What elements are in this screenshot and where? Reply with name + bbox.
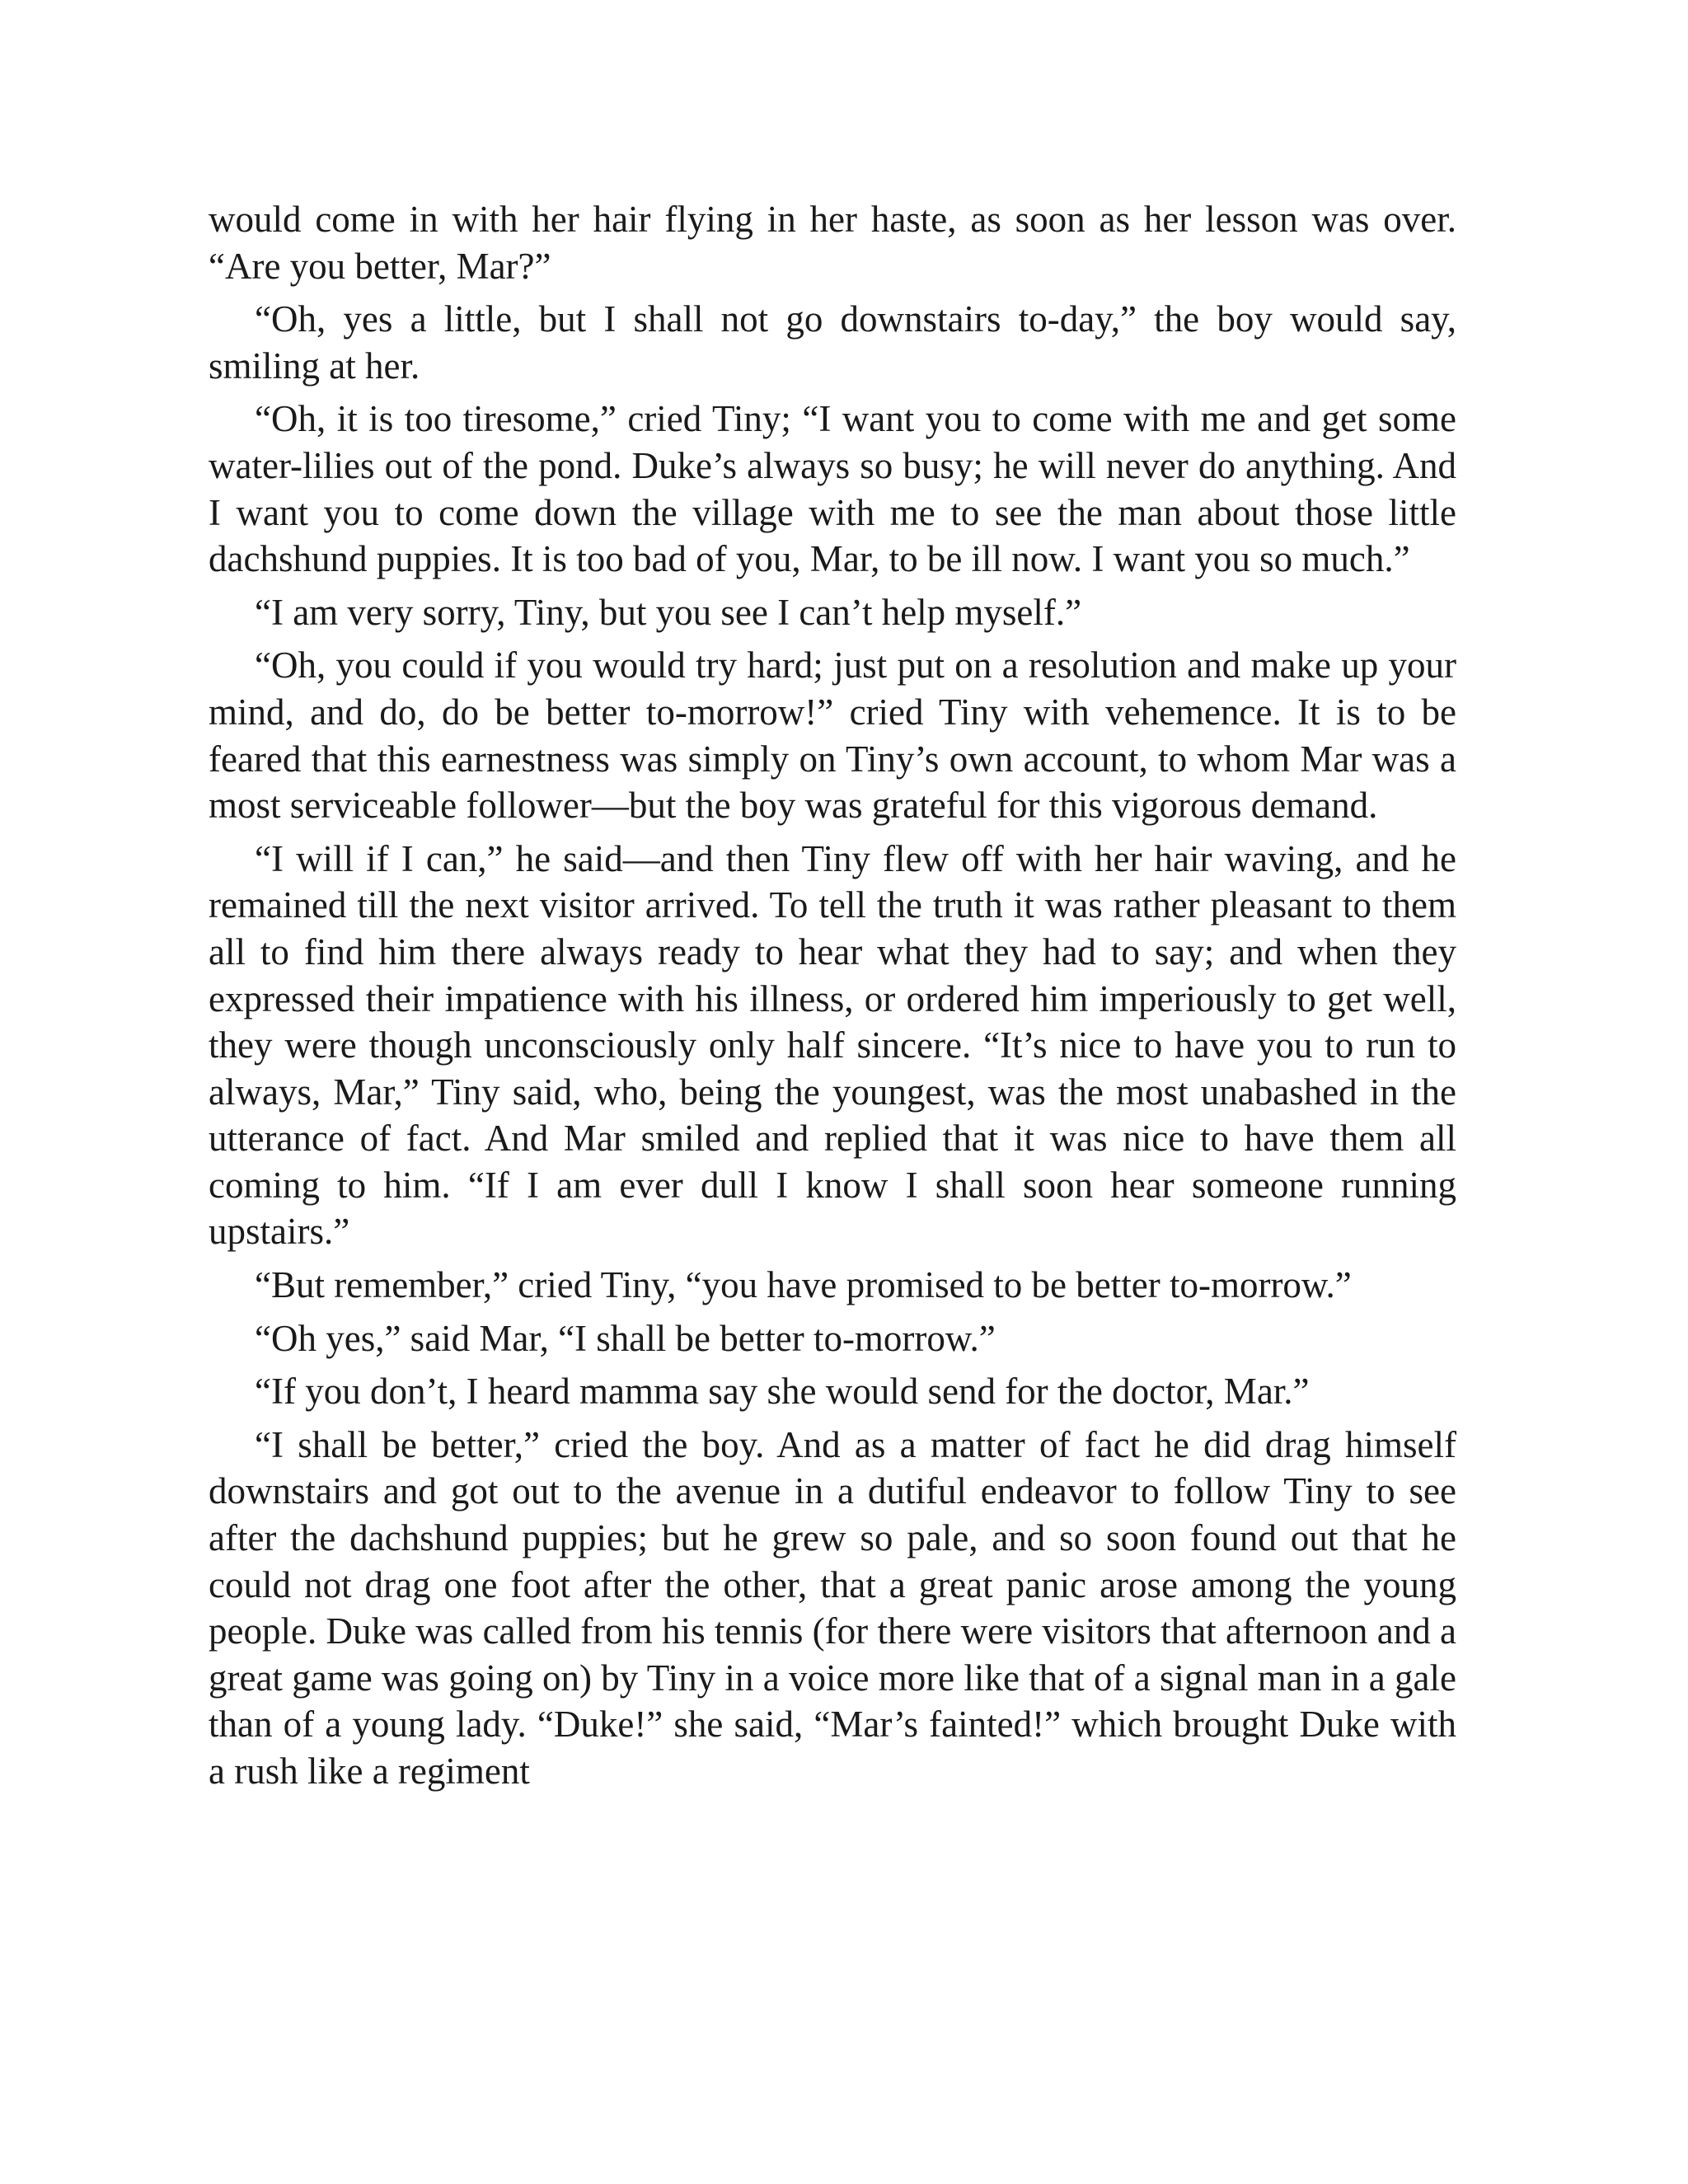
paragraph-1: would come in with her hair flying in her haste, as soon as her lesson was over. “Are you better, Mar?” [209, 199, 1456, 287]
paragraph-10: “I shall be better,” cried the boy. And as a matter of fact he did drag himself downstairs and got out to the avenue in a dutiful endeavor to follow Tiny to see after the dachshund puppies; but he grew so pale, and so soon found out that he could not drag one foot after the other, that a great panic arose among the young people. Duke was called from his tennis (for there were visitors that afternoon and a great game was going on) by Tiny in a voice more like that of a signal man in a gale than of a young lady. “Duke!” she said, “Mar’s fainted!” which brought Duke with a rush like a regiment [209, 1423, 1456, 1792]
paragraph-8: “Oh yes,” said Mar, “I shall be better to-morrow.” [255, 1317, 996, 1359]
paragraph-3: “Oh, it is too tiresome,” cried Tiny; “I want you to come with me and get some water-lilies out of the pond. Duke’s always so busy; he will never do anything. And I want you to come down the village with me to see the man about those little dachshund puppies. It is too bad of you, Mar, to be ill now. I want you so much.” [209, 398, 1456, 580]
paragraph-4: “I am very sorry, Tiny, but you see I can’t help myself.” [255, 591, 1082, 633]
paragraph-9: “If you don’t, I heard mamma say she would send for the doctor, Mar.” [255, 1371, 1310, 1413]
paragraph-6: “I will if I can,” he said—and then Tiny flew off with her hair waving, and he remained till the next visitor arrived. To tell the truth it was rather pleasant to them all to find him there always ready to hear what they had to say; and when they expressed their impatience with his illness, or ordered him imperiously to get well, they were though unconsciously only half sincere. “It’s nice to have you to run to always, Mar,” Tiny said, who, being the youngest, was the most unabashed in the utterance of fact. And Mar smiled and replied that it was nice to have them all coming to him. “If I am ever dull I know I shall soon hear someone running upstairs.” [209, 837, 1456, 1253]
paragraph-5: “Oh, you could if you would try hard; just put on a resolution and make up your mind, and do, do be better to-morrow!” cried Tiny with vehemence. It is to be feared that this earnestness was simply on Tiny’s own account, to whom Mar was a most serviceable follower—but the boy was grateful for this vigorous demand. [209, 644, 1456, 827]
paragraph-2: “Oh, yes a little, but I shall not go downstairs to-day,” the boy would say, smiling at her. [209, 298, 1456, 387]
page-body [209, 196, 1456, 1802]
paragraph-7: “But remember,” cried Tiny, “you have promised to be better to-morrow.” [255, 1264, 1352, 1306]
